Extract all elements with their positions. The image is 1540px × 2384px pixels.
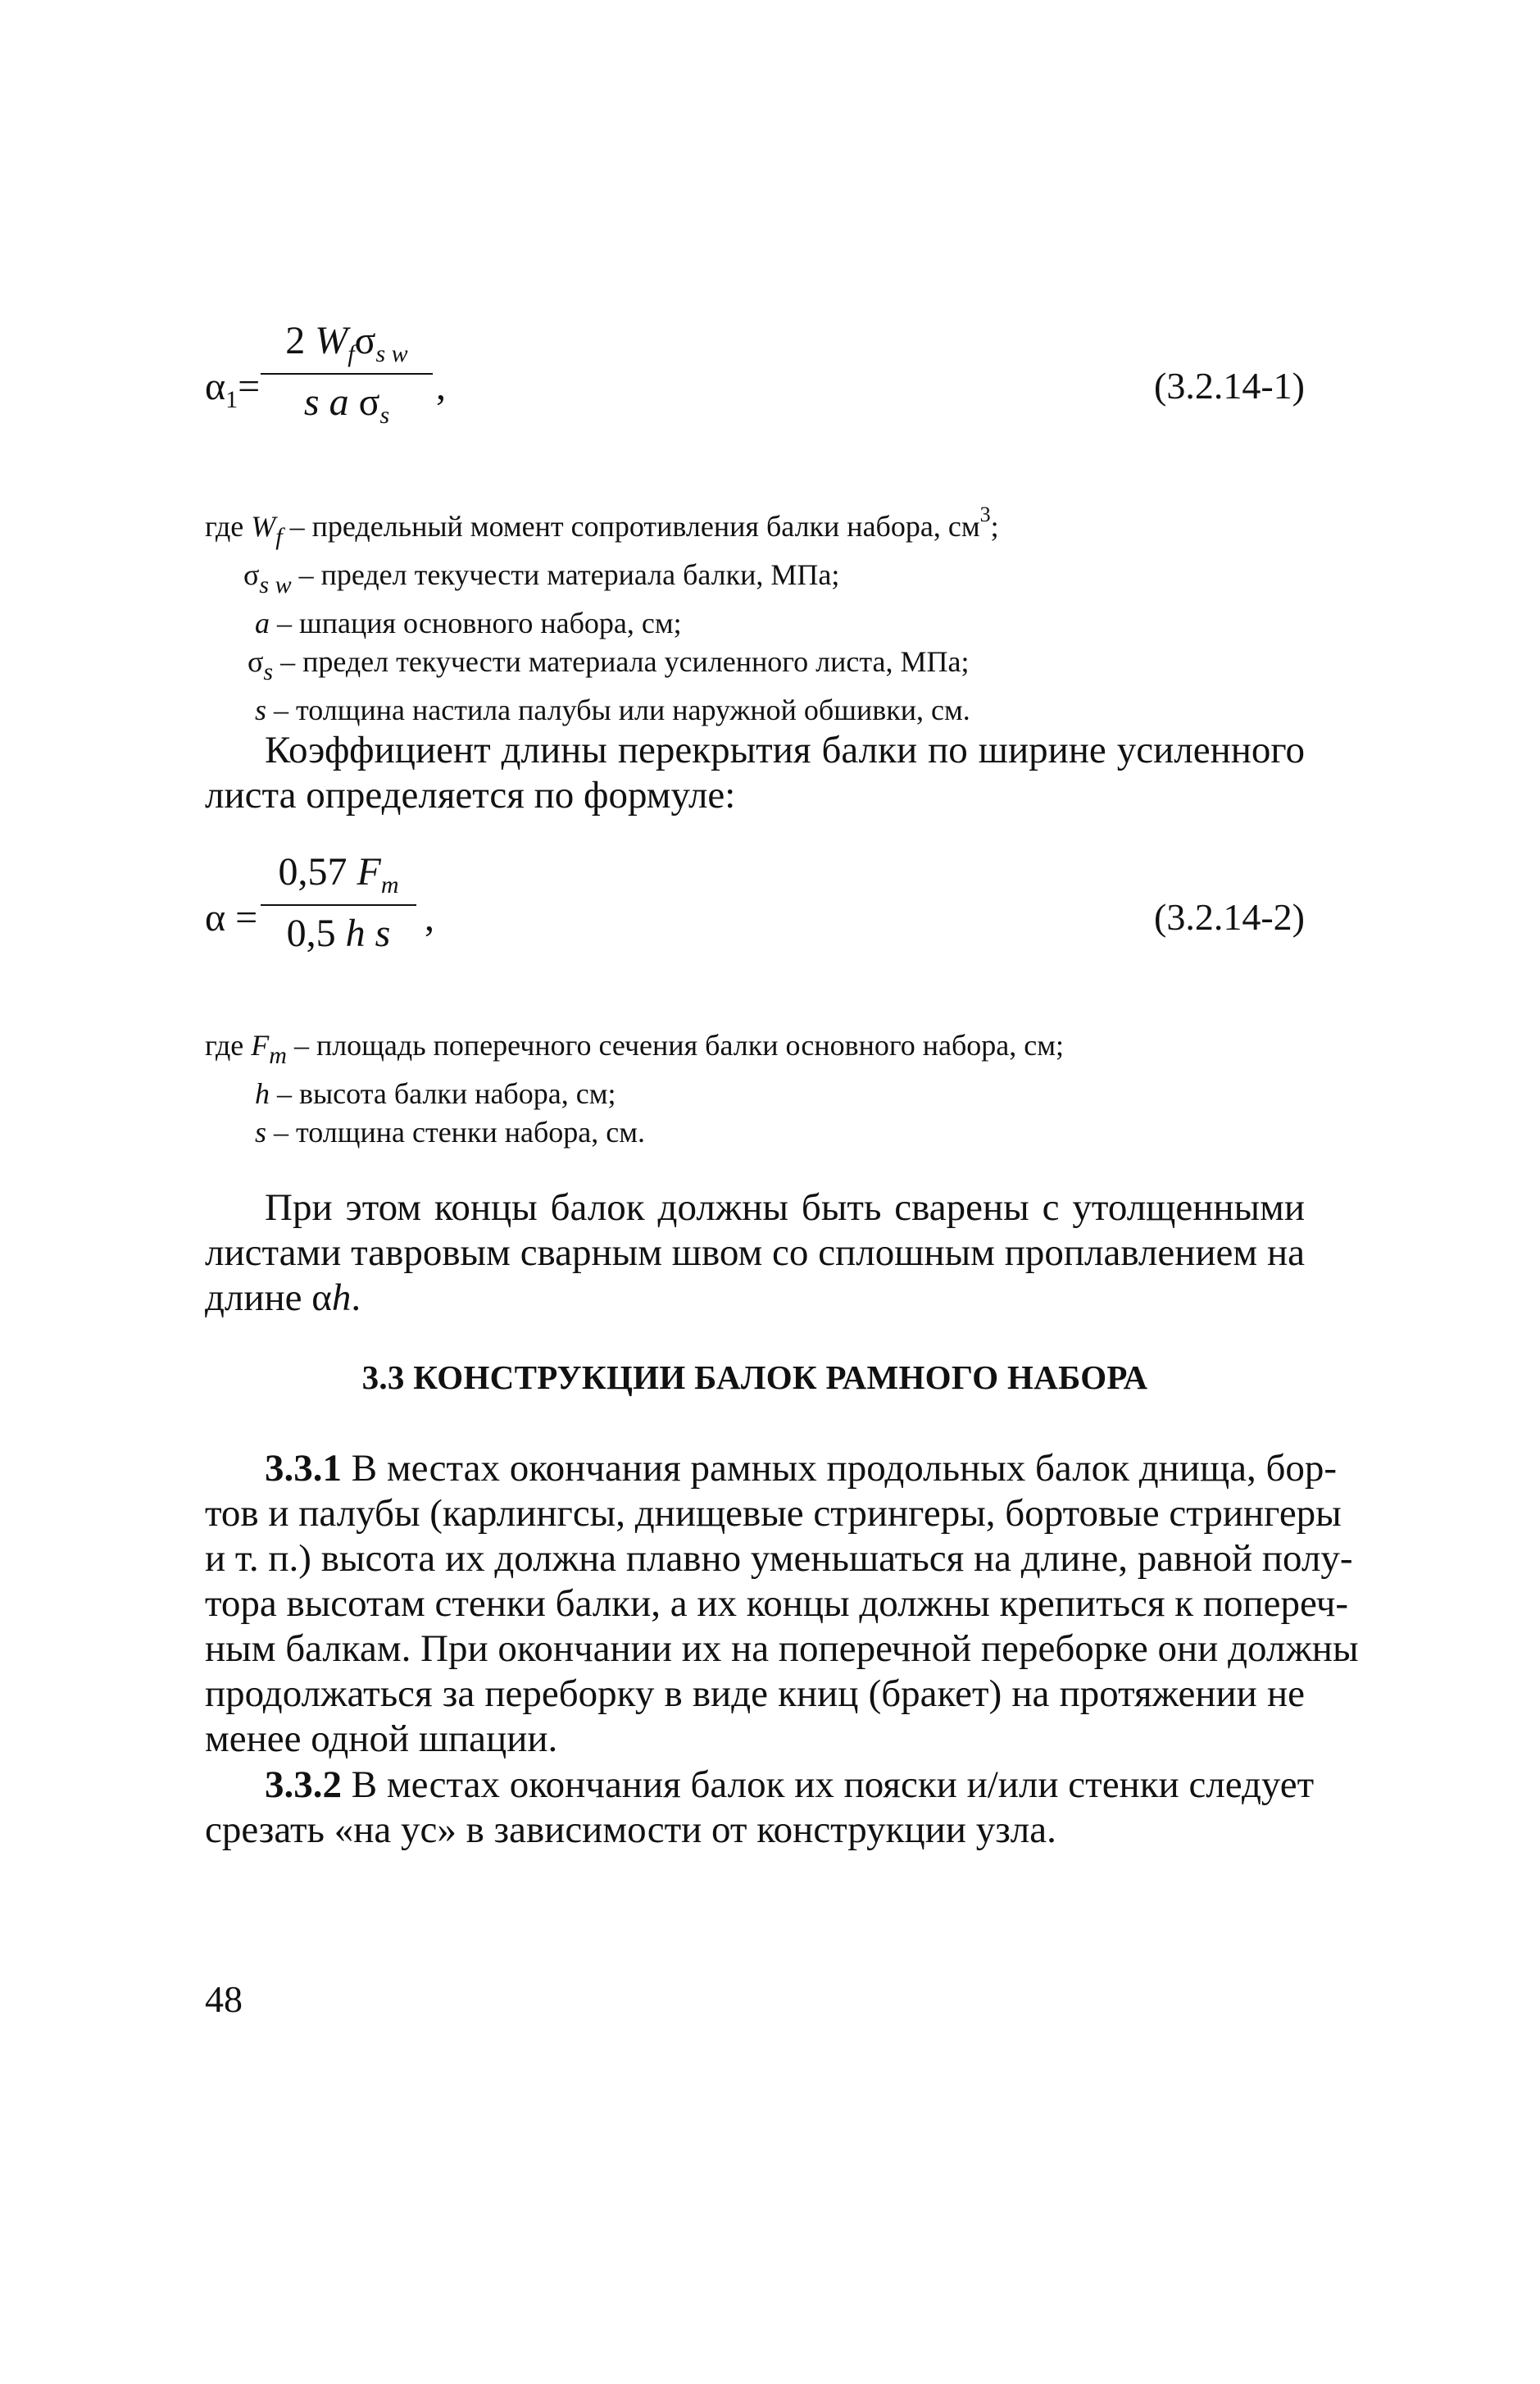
clause-number: 3.3.1 bbox=[265, 1447, 342, 1490]
eq1-fraction-bar bbox=[261, 373, 433, 375]
paragraph-coefficient bbox=[205, 728, 1305, 818]
paragraph-line: менее одной шпации. bbox=[205, 1717, 558, 1760]
eq1-numerator: 2 $W_f\sigma_{s w}$ bbox=[285, 319, 408, 367]
paragraph-line: продолжаться за переборку в виде книц (бракет) на протяжении не bbox=[205, 1672, 1305, 1715]
eq1-legend bbox=[205, 495, 999, 730]
clause-number: 3.3.2 bbox=[265, 1763, 342, 1806]
legend-item: s – толщина стенки набора, см. bbox=[255, 1116, 646, 1149]
paragraph-line: тора высотам стенки балки, а их концы должны крепиться к попереч- bbox=[205, 1582, 1349, 1625]
eq2-lhs: α = bbox=[205, 896, 258, 939]
eq2-comma: , bbox=[425, 896, 434, 939]
paragraph-line: Коэффициент длины перекрытия балки по ширине усиленного bbox=[265, 729, 1305, 771]
paragraph-weld bbox=[205, 1185, 1305, 1321]
paragraph-line: 3.3.1 В местах окончания рамных продольных балок днища, бор- bbox=[265, 1447, 1338, 1490]
eq2-number: (3.2.14-2) bbox=[1154, 896, 1305, 938]
paragraph-line: тов и палубы (карлингсы, днищевые стрингеры, бортовые стрингеры bbox=[205, 1492, 1342, 1535]
paragraph-3-3-1 bbox=[205, 1446, 1359, 1762]
legend-item: $\sigma_s$ – предел текучести материала усиленного листа, МПа; bbox=[248, 645, 970, 685]
paragraph-line: листа определяется по формуле: bbox=[205, 774, 736, 817]
paragraph-line: и т. п.) высота их должна плавно уменьшаться на длине, равной полу- bbox=[205, 1537, 1353, 1580]
paragraph-line: длине αh. bbox=[205, 1276, 361, 1319]
legend-item: где $F_m$ – площадь поперечного сечения балки основного набора, см; bbox=[205, 1029, 1065, 1069]
eq2-legend bbox=[205, 1026, 1064, 1152]
legend-item: где $W_f$ – предельный момент сопротивления балки набора, $см^3$; bbox=[205, 503, 999, 550]
eq2-denominator: 0,5 h s bbox=[286, 912, 391, 955]
eq1-number: (3.2.14-1) bbox=[1154, 365, 1305, 407]
legend-item: s – толщина настила палубы или наружной обшивки, см. bbox=[255, 694, 970, 726]
legend-item: a – шпация основного набора, см; bbox=[255, 607, 682, 639]
eq1-fraction bbox=[261, 318, 433, 430]
eq2-fraction bbox=[261, 849, 416, 956]
eq1-lhs: $\alpha_1=$ bbox=[205, 365, 261, 413]
eq1-denominator: s a $\sigma_s$ bbox=[303, 380, 390, 429]
paragraph-line: срезать «на ус» в зависимости от конструкции узла. bbox=[205, 1808, 1056, 1851]
page-number: 48 bbox=[205, 1978, 243, 2020]
legend-item: h – высота балки набора, см; bbox=[255, 1077, 616, 1110]
paragraph-line: листами тавровым сварным швом со сплошным проплавлением на bbox=[205, 1231, 1305, 1274]
paragraph-line: При этом концы балок должны быть сварены с утолщенными bbox=[265, 1186, 1305, 1229]
paragraph-line: ным балкам. При окончании их на поперечной переборке они должны bbox=[205, 1627, 1359, 1670]
paragraph-line: 3.3.2 В местах окончания балок их пояски и/или стенки следует bbox=[265, 1763, 1315, 1806]
section-heading: 3.3 КОНСТРУКЦИИ БАЛОК РАМНОГО НАБОРА bbox=[361, 1358, 1148, 1396]
eq2-fraction-bar bbox=[261, 904, 416, 906]
eq1-comma: , bbox=[436, 365, 446, 408]
legend-item: $\sigma_{s w}$ – предел текучести материала балки, МПа; bbox=[243, 558, 840, 598]
paragraph-3-3-2 bbox=[205, 1763, 1315, 1853]
eq2-numerator: 0,57 $F_m$ bbox=[278, 850, 399, 899]
